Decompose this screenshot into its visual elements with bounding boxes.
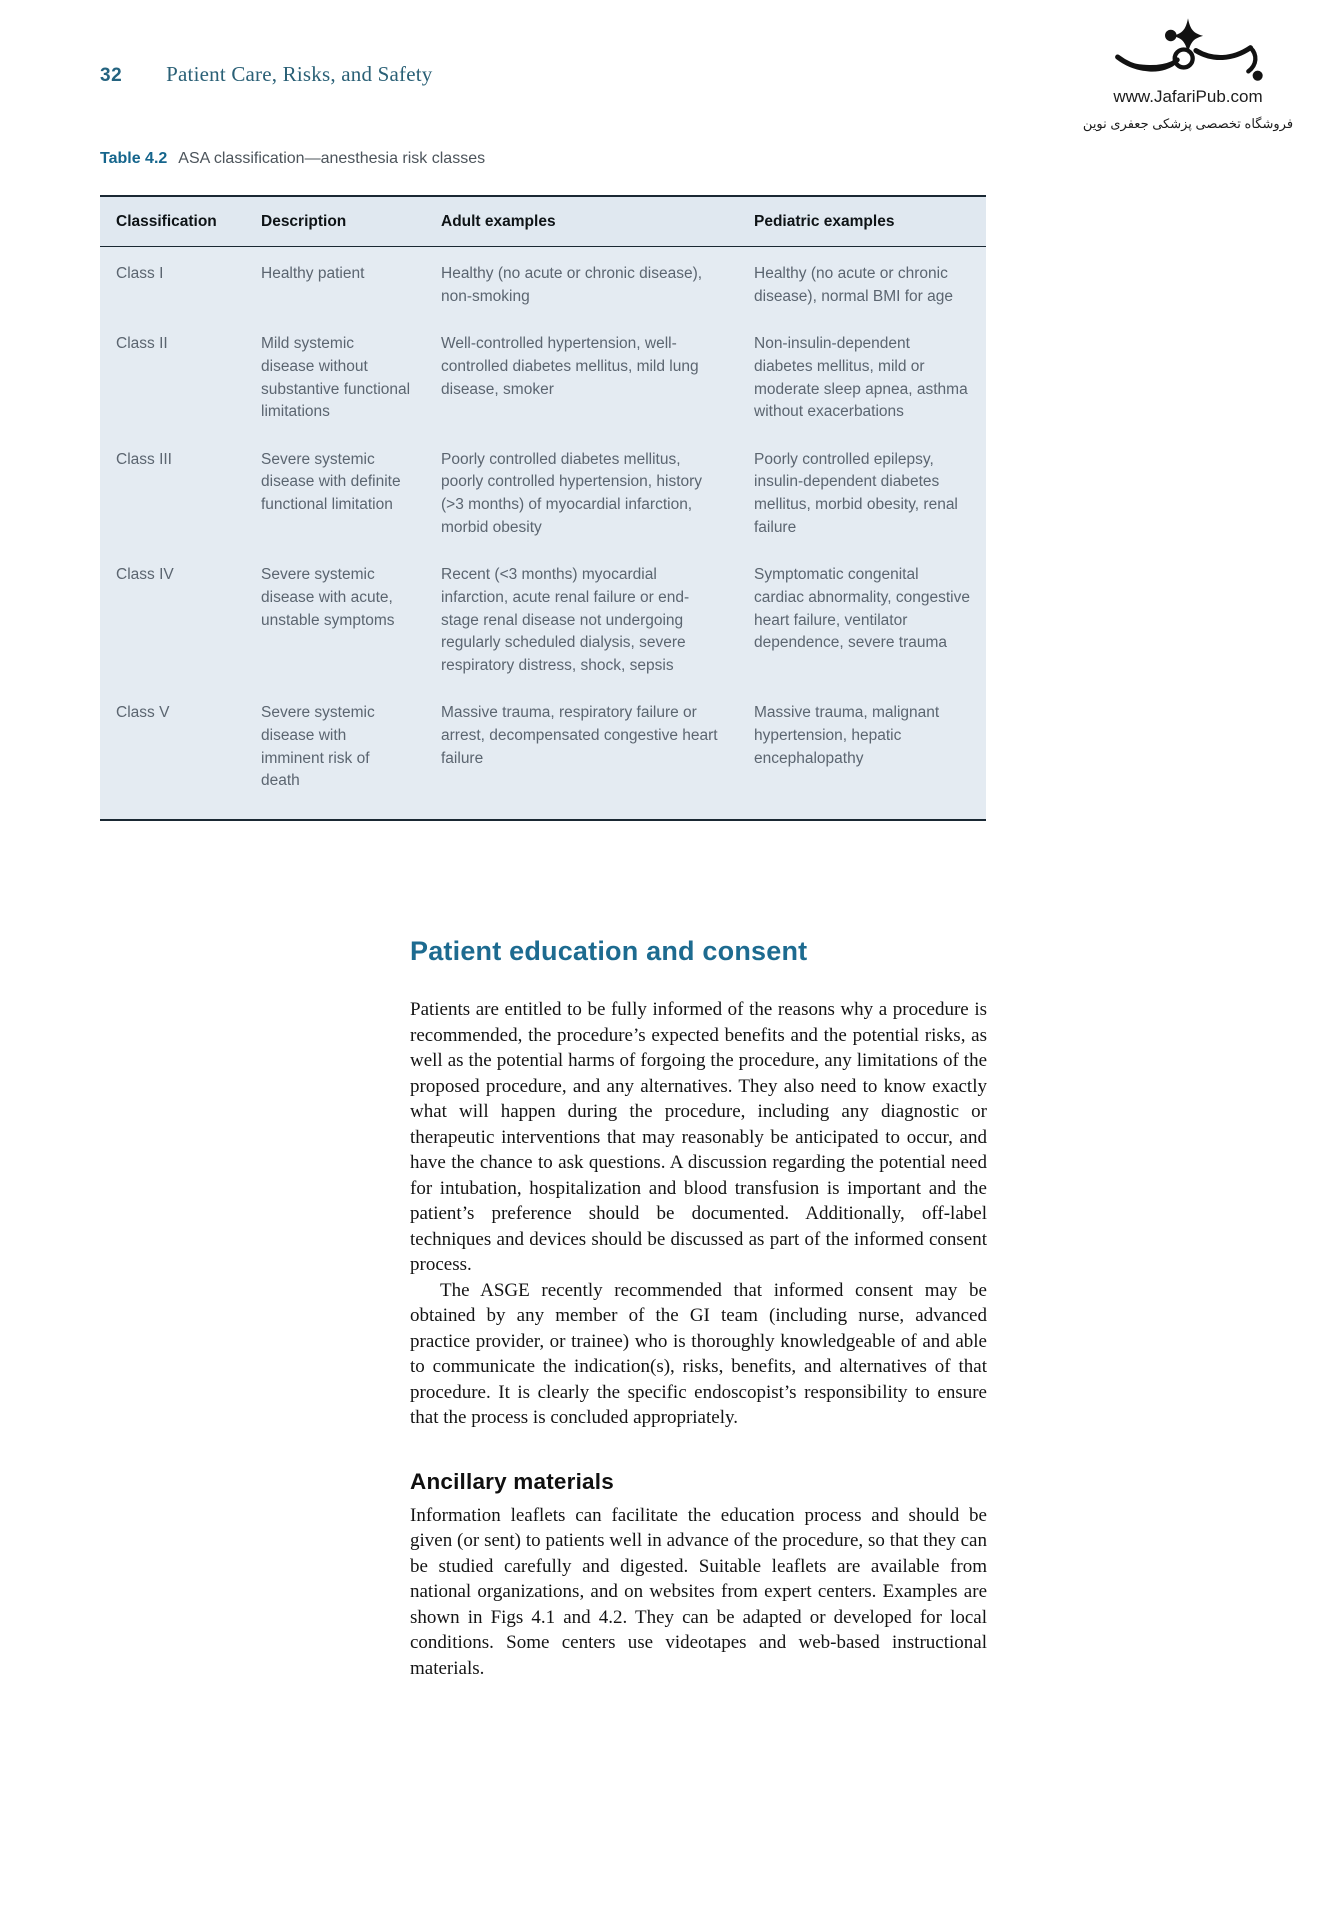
table-cell: Poorly controlled diabetes mellitus, poorly controlled hypertension, history (>3 months) of myocardial infarction, morbid obesity	[441, 450, 703, 536]
column-header-description: Description	[245, 196, 425, 247]
subsection-heading-ancillary-materials: Ancillary materials	[410, 1468, 614, 1494]
table-row-class-2	[100, 320, 986, 436]
page-number: 32	[100, 65, 123, 86]
table-cell: Massive trauma, respiratory failure or arrest, decompensated congestive heart failure	[441, 704, 718, 767]
table-cell: Class II	[116, 335, 168, 353]
table-cell: Healthy patient	[261, 265, 365, 282]
running-title: Patient Care, Risks, and Safety	[166, 62, 433, 86]
table-caption	[100, 150, 986, 168]
table-cell: Symptomatic congenital cardiac abnormality, congestive heart failure, ventilator dependence, severe trauma	[754, 566, 970, 652]
table-cell: Mild systemic disease without substantive functional limitations	[261, 335, 411, 421]
table-cell: Class IV	[116, 566, 174, 584]
section-heading-patient-education: Patient education and consent	[410, 936, 808, 966]
table-cell: Severe systemic disease with acute, unstable symptoms	[261, 566, 395, 629]
paragraph-consent-2: The ASGE recently recommended that informed consent may be obtained by any member of the GI team (including nurse, advanced practice provider, or trainee) who is thoroughly knowledgeable of and able to communicate the indication(s), risks, benefits, and alternatives of that procedure. It is clearly the specific endoscopist’s responsibility to ensure that the process is concluded appropriately.	[410, 1279, 987, 1428]
table-cell: Severe systemic disease with imminent risk of death	[261, 704, 375, 790]
column-header-pediatric-examples: Pediatric examples	[738, 196, 986, 247]
table-cell: Class I	[116, 265, 164, 282]
table-row-class-4	[100, 551, 986, 689]
running-header	[100, 62, 432, 87]
asa-table-block	[100, 150, 986, 821]
table-row-class-3	[100, 436, 986, 552]
asa-classification-table	[100, 195, 986, 821]
table-row-class-5	[100, 689, 986, 820]
table-cell: Class V	[116, 704, 170, 722]
table-cell: Non-insulin-dependent diabetes mellitus, mild or moderate sleep apnea, asthma without exacerbations	[754, 335, 968, 421]
publisher-logo	[1068, 16, 1308, 132]
table-cell: Recent (<3 months) myocardial infarction, acute renal failure or end-stage renal disease not undergoing regularly scheduled dialysis, severe respiratory distress, shock, sepsis	[441, 566, 690, 674]
publisher-tagline: فروشگاه تخصصی پزشکی جعفری نوین	[1082, 115, 1294, 131]
paragraph-ancillary: Information leaflets can facilitate the education process and should be given (or sent) to patients well in advance of the procedure, so that they can be studied carefully and digested. Suitable leaflets are available from national organizations, and on websites from expert centers. Examples are shown in Figs 4.1 and 4.2. They can be adapted or developed for local conditions. Some centers use videotapes and web-based instructional materials.	[410, 1504, 987, 1679]
table-cell: Well-controlled hypertension, well-controlled diabetes mellitus, mild lung disease, smoker	[441, 335, 699, 398]
table-cell: Severe systemic disease with definite functional limitation	[261, 450, 401, 513]
table-cell: Healthy (no acute or chronic disease), non-smoking	[441, 265, 703, 305]
table-row-class-1	[100, 247, 986, 321]
table-cell: Healthy (no acute or chronic disease), normal BMI for age	[754, 265, 954, 305]
column-header-adult-examples: Adult examples	[425, 196, 738, 247]
publisher-website: www.JafariPub.com	[1113, 87, 1263, 106]
table-cell: Poorly controlled epilepsy, insulin-dependent diabetes mellitus, morbid obesity, renal failure	[754, 450, 958, 536]
table-cell: Massive trauma, malignant hypertension, hepatic encephalopathy	[754, 704, 940, 767]
main-text-column	[410, 936, 987, 1681]
calligraphy-ornament-icon	[1109, 16, 1267, 88]
table-cell: Class III	[116, 450, 172, 468]
table-label: Table 4.2	[100, 150, 168, 167]
paragraph-consent-1: Patients are entitled to be fully informed of the reasons why a procedure is recommended, the procedure’s expected benefits and the potential risks, as well as the potential harms of forgoing the procedure, any limitations of the proposed procedure, and any alternatives. They also need to know exactly what will happen during the procedure, including any diagnostic or therapeutic interventions that may reasonably be anticipated to occur, and have the chance to ask questions. A discussion regarding the potential need for intubation, hospitalization and blood transfusion is important and the patient’s preference should be documented. Additionally, off-label techniques and devices should be discussed as part of the informed consent process.	[410, 999, 987, 1275]
table-caption-text: ASA classification—anesthesia risk classes	[178, 150, 486, 167]
table-header-row	[100, 196, 986, 247]
column-header-classification: Classification	[100, 196, 245, 247]
